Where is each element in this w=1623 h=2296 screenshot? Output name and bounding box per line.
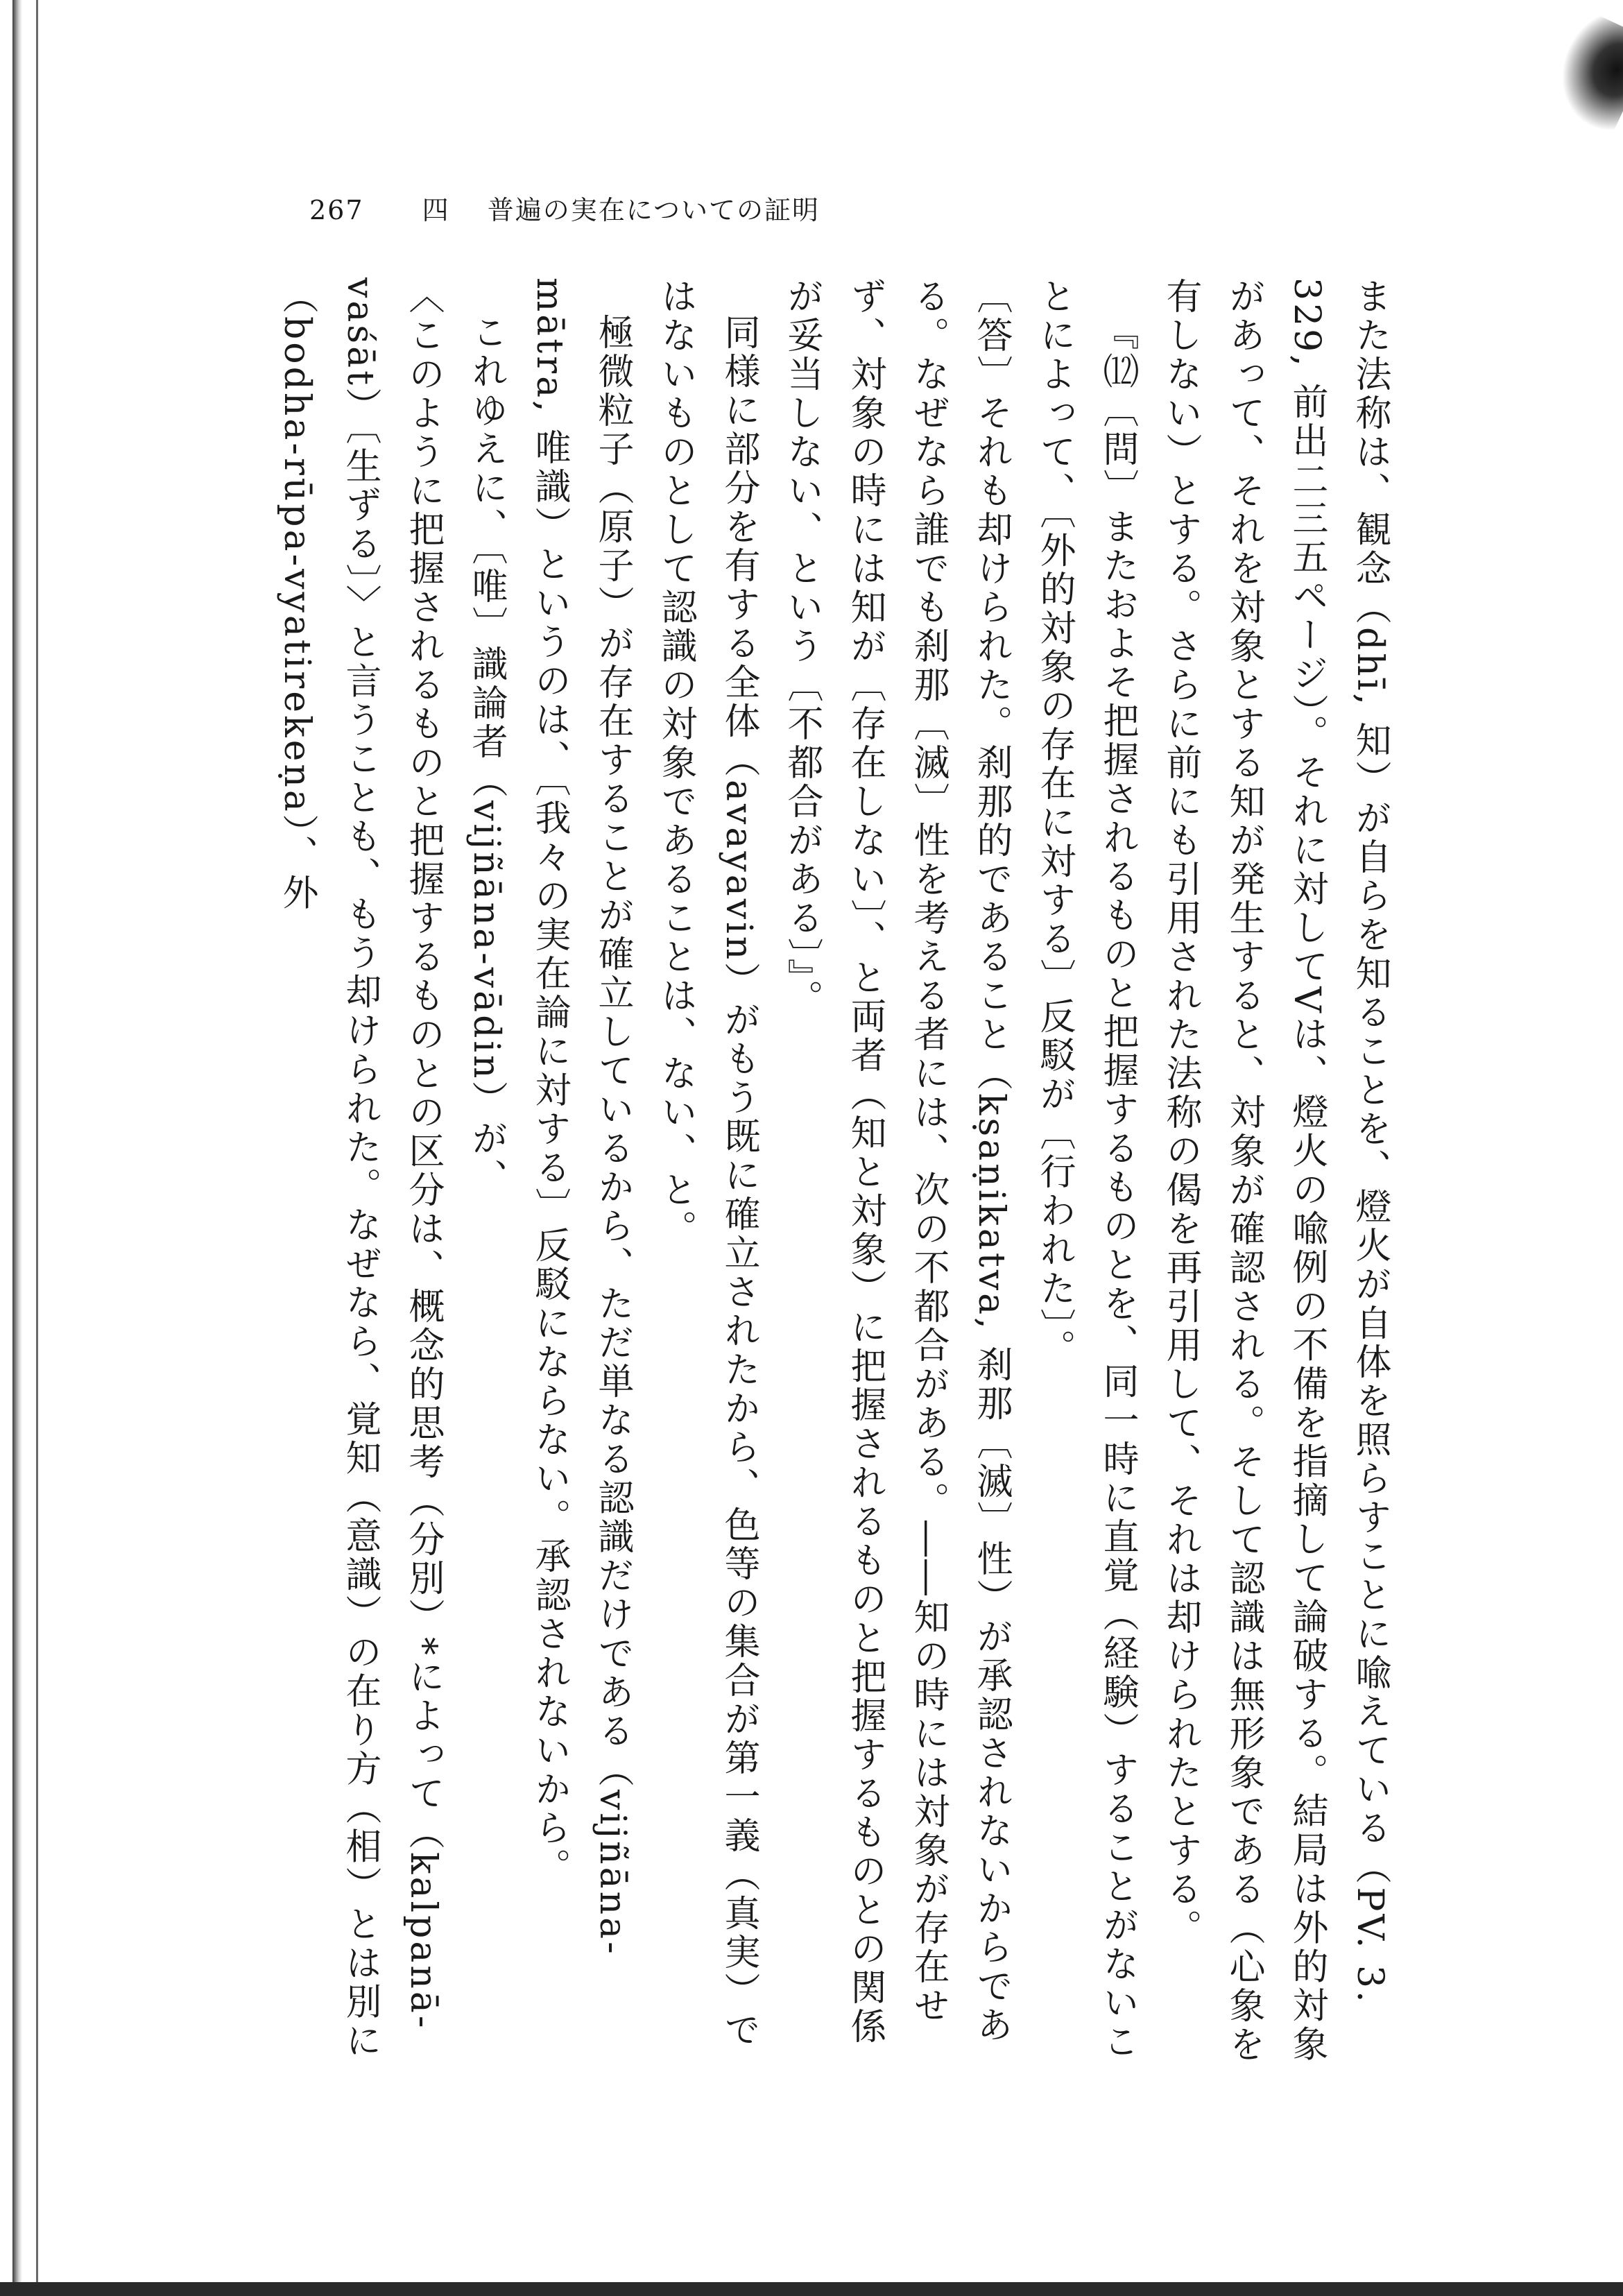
scan-edge-bottom	[0, 2282, 1623, 2296]
paragraph-7: 〈このように把握されるものと把握するものとの区分は、概念的思考（分別）*によって（kalpanā-vaśāt）〔生ずる〕〉と言うことも、もう却けられた。なぜなら、覚知（意識）の在り方（相）とは別に（bodha-rūpa-vyatirekeṇa）、外	[276, 277, 444, 2061]
section-title: 普遍の実在についての証明	[487, 195, 820, 225]
paragraph-3: 〔答〕それも却けられた。刹那的であること（kṣaṇikatva, 刹那〔滅〕性）が承認されないからである。なぜなら誰でも刹那〔滅〕性を考える者には、次の不都合がある。――知の時には対象が存在せず、対象の時には知が〔存在しない〕、と両者（知と対象）に把握されるものと把握するものとの関係が妥当しない、という〔不都合がある〕』。	[781, 277, 1012, 2046]
section-number: 四	[422, 195, 450, 225]
scan-edge-line	[36, 0, 38, 2296]
paragraph-1: また法称は、観念（dhī, 知）が自らを知ることを、燈火が自体を照らすことに喩えている（PV. 3. 329, 前出二三五ページ）。それに対してVは、燈火の喩例の不備を指摘して論破する。結局は外的対象があって、それを対象とする知が発生すると、対象が確認される。そして認識は無形象である（心象を有しない）とする。さらに前にも引用された法称の偈を再引用して、それは却けられたとする。	[1160, 277, 1391, 2064]
running-header	[309, 189, 820, 227]
paragraph-6: これゆえに、〔唯〕識論者（vijñāna-vādin）が、	[465, 314, 507, 1198]
scan-corner-smudge	[1542, 10, 1623, 136]
paragraph-5: 極微粒子（原子）が存在することが確立しているから、ただ単なる認識だけである（vijñāna-mātra, 唯識）というのは、〔我々の実在論に対する〕反駁にならない。承認されないから。	[529, 277, 633, 1957]
scan-edge-left	[12, 0, 22, 2296]
vertical-body-text	[276, 277, 1401, 2081]
paragraph-4: 同様に部分を有する全体（avayavin）がもう既に確立されたから、色等の集合が第一義（真実）ではないものとして認識の対象であることは、ない、と。	[655, 277, 759, 2050]
page-number: 267	[309, 195, 364, 225]
paragraph-2: 『⑿〔問〕またおよそ把握されるものと把握するものとを、同一時に直覚（経験）することがないことによって、〔外的対象の存在に対する〕反駁が〔行われた〕。	[1033, 277, 1138, 2062]
